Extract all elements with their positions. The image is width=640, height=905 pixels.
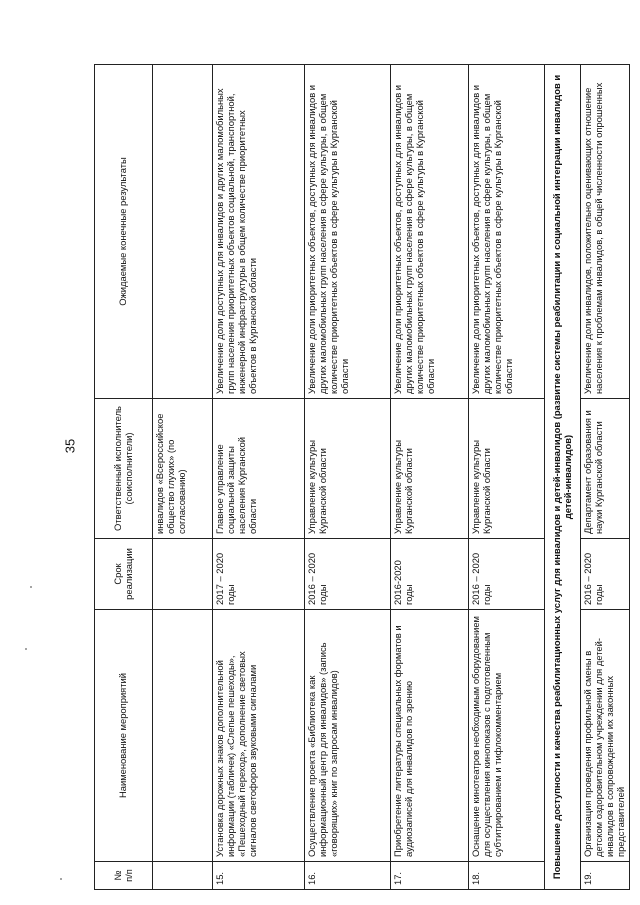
header-results: Ожидаемые конечные результаты <box>95 65 153 399</box>
cell-num: 15. <box>213 862 305 890</box>
cell-name: Осуществление проекта «Библиотека как информационный центр для инвалидов» (запись «говорящих» книг по запросам инвалидов) <box>305 610 391 862</box>
cell-results: Увеличение доли приоритетных объектов, доступных для инвалидов и других маломобильных групп населения в сфере культуры, в общем количестве приоритетных объектов в сфере культуры в Курганской области <box>305 65 391 399</box>
cell-empty <box>153 610 213 862</box>
table-row <box>581 65 630 890</box>
page-number: 35 <box>62 438 78 454</box>
cell-period: 2016 – 2020 годы <box>305 539 391 610</box>
cell-period: 2016 – 2020 годы <box>581 539 630 610</box>
cell-executor: Управление культуры Курганской области <box>469 399 545 539</box>
header-executor: Ответственный исполнитель (соисполнители) <box>95 399 153 539</box>
cell-empty <box>153 65 213 399</box>
cell-name: Оснащение кинотеатров необходимым оборудованием для осуществления кинопоказов с подготовленным субтитрированием и тифлокомментарием <box>469 610 545 862</box>
cell-num: 17. <box>391 862 469 890</box>
cell-period: 2016-2020 годы <box>391 539 469 610</box>
cell-executor: Управление культуры Курганской области <box>391 399 469 539</box>
table-row <box>469 65 545 890</box>
cell-period: 2017 – 2020 годы <box>213 539 305 610</box>
cell-period: 2016 – 2020 годы <box>469 539 545 610</box>
cell-executor: Департамент образования и науки Курганской области <box>581 399 630 539</box>
cell-executor: инвалидов «Всероссийское общество глухих» (по согласованию) <box>153 399 213 539</box>
cell-executor: Управление культуры Курганской области <box>305 399 391 539</box>
scan-speck <box>60 878 62 880</box>
table-row-continuation <box>153 65 213 890</box>
cell-num: 18. <box>469 862 545 890</box>
scan-speck <box>25 648 27 650</box>
cell-name: Организация проведения профильной смены в детском оздоровительном учреждении для детей-инвалидов в сопровождении их законных представителей <box>581 610 630 862</box>
rotated-table-wrapper <box>94 65 626 890</box>
table-row <box>213 65 305 890</box>
section-header: Повышение доступности и качества реабилитационных услуг для инвалидов и детей-инвалидов (развитие системы реабилитации и социальной интеграции инвалидов и детей-инвалидов) <box>545 65 581 890</box>
cell-results: Увеличение доли приоритетных объектов, доступных для инвалидов и других маломобильных групп населения в сфере культуры, в общем количестве приоритетных объектов в сфере культуры в Курганской области <box>469 65 545 399</box>
cell-name: Приобретение литературы специальных форматов и аудиозаписей для инвалидов по зрению <box>391 610 469 862</box>
cell-num: 16. <box>305 862 391 890</box>
section-header-row <box>545 65 581 890</box>
cell-results: Увеличение доли инвалидов, положительно оценивающих отношение населения к проблемам инвалидов, в общей численности опрошенных <box>581 65 630 399</box>
cell-name: Установка дорожных знаков дополнительной информации (табличек) «Слепые пешеходы», «Пешеходный переход», дополнение световых сигналов светофоров звуковыми сигналами <box>213 610 305 862</box>
cell-executor: Главное управление социальной защиты населения Курганской области <box>213 399 305 539</box>
header-name: Наименование мероприятий <box>95 610 153 862</box>
cell-empty <box>153 862 213 890</box>
measures-table <box>94 64 630 890</box>
cell-num: 19. <box>581 862 630 890</box>
cell-results: Увеличение доли доступных для инвалидов и других маломобильных групп населения приоритетных объектов социальной, транспортной, инженерной инфраструктуры в общем количестве приоритетных объектов в Курганской области <box>213 65 305 399</box>
table-header-row <box>95 65 153 890</box>
table-row <box>391 65 469 890</box>
cell-empty <box>153 539 213 610</box>
header-num: № п/п <box>95 862 153 890</box>
table-row <box>305 65 391 890</box>
scan-speck <box>30 586 32 588</box>
header-period: Срок реализации <box>95 539 153 610</box>
cell-results: Увеличение доли приоритетных объектов, доступных для инвалидов и других маломобильных групп населения в сфере культуры, в общем количестве приоритетных объектов в сфере культуры в Курганской области <box>391 65 469 399</box>
